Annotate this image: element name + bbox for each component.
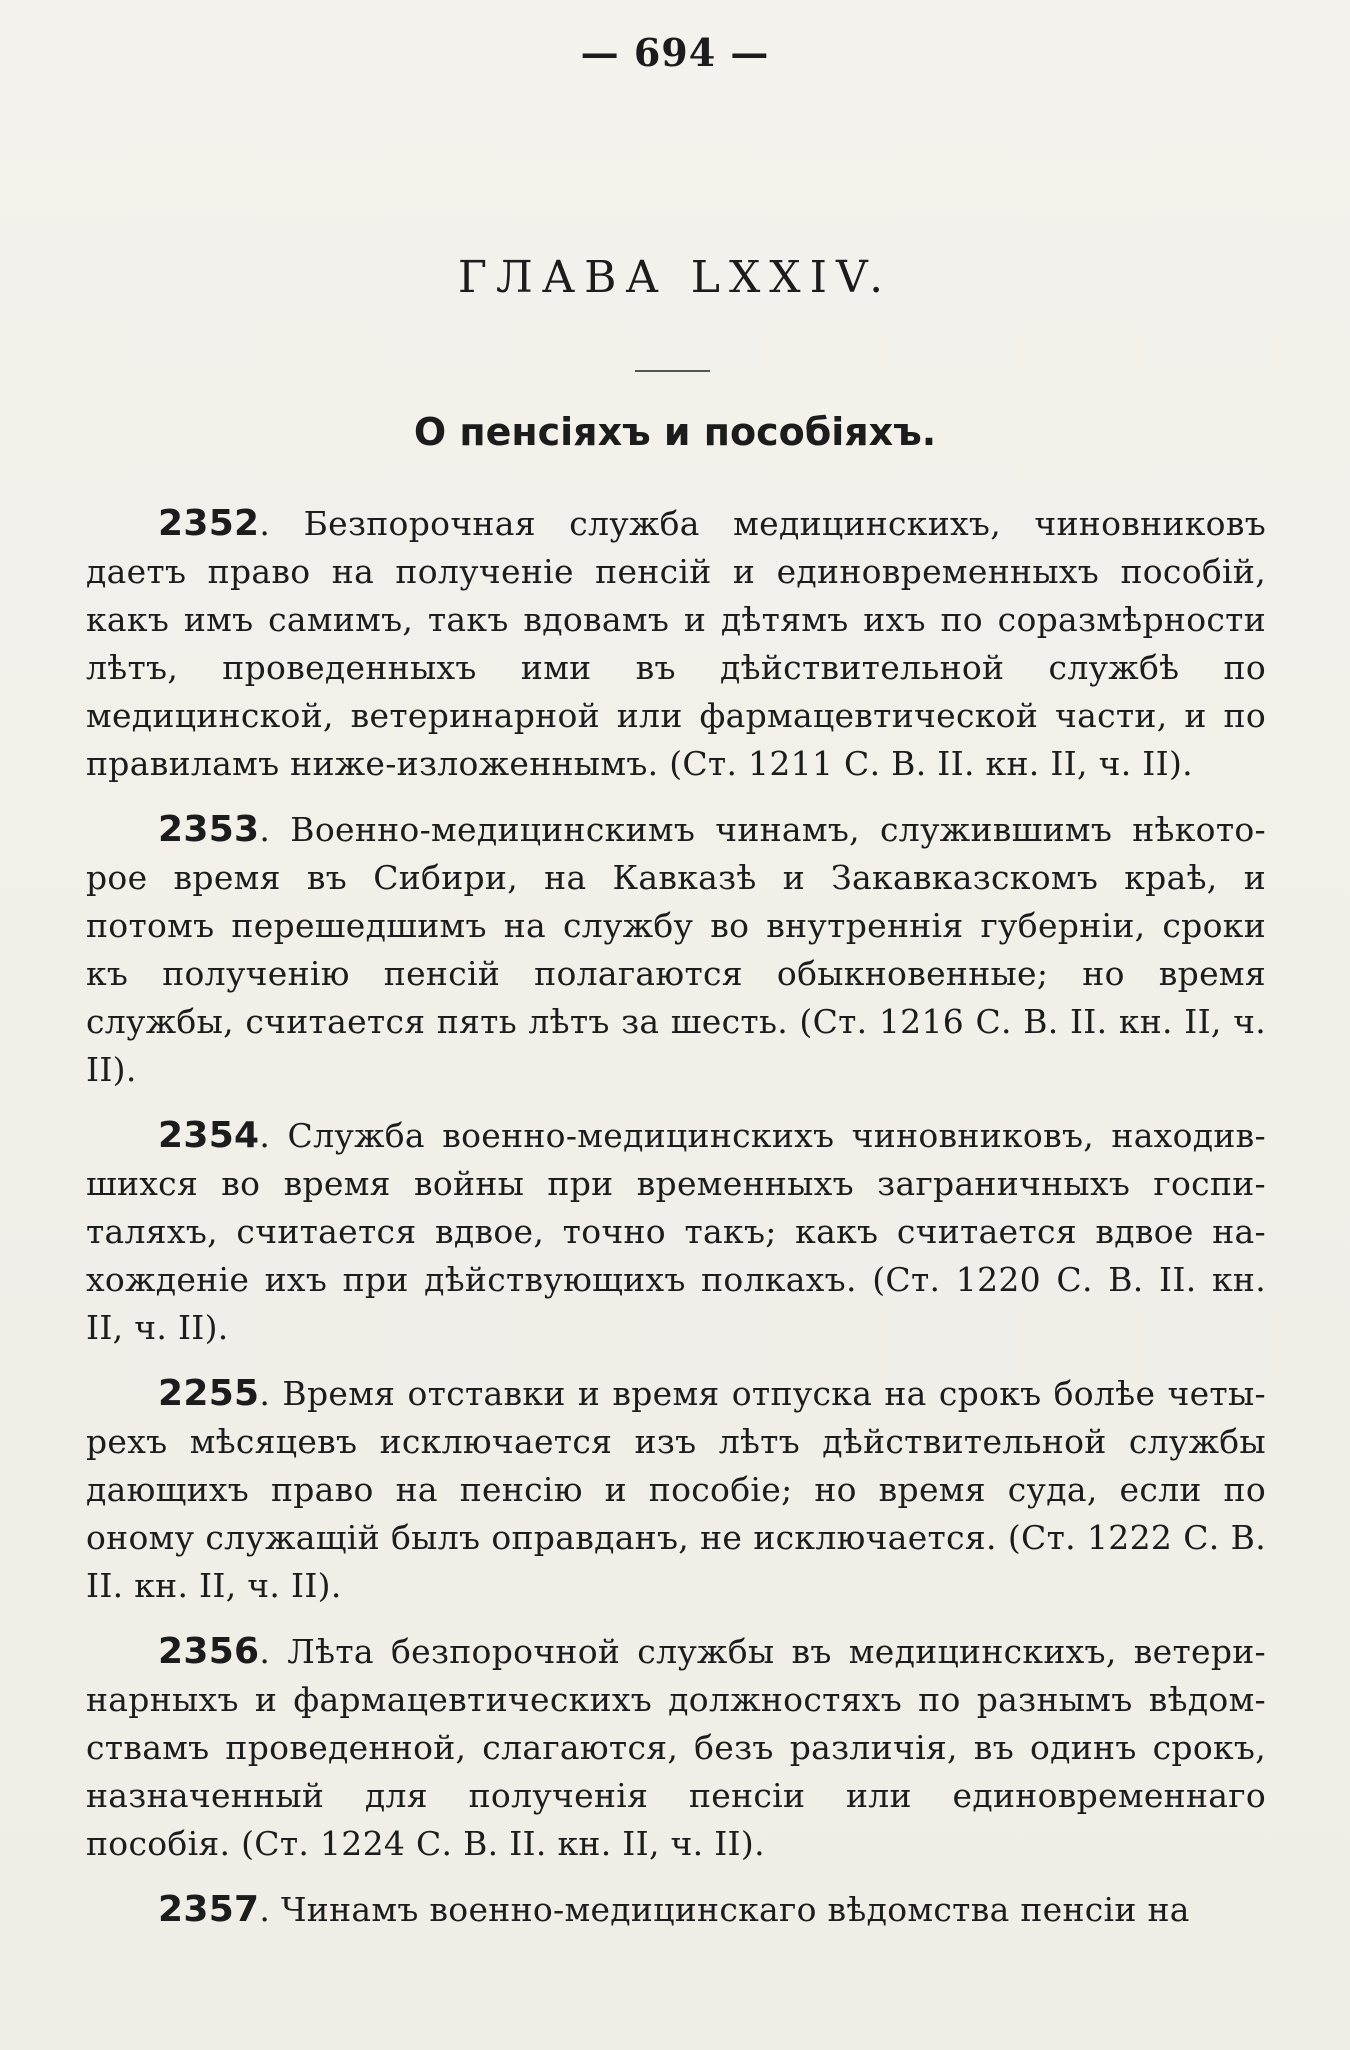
article-number: 2352 — [158, 503, 260, 544]
article-text: . Служба военно-медицинскихъ чиновниковъ, находив-шихся во время войны при временныхъ заграничныхъ госпи-таляхъ, считается вдвое, точно такъ; какъ считается вдвое на-хожденіе ихъ при дѣйствующихъ полкахъ. (Ст. 1220 С. В. II. кн. II, ч. II). — [86, 1116, 1266, 1347]
article-text: . Военно-медицинскимъ чинамъ, служившимъ нѣкото-рое время въ Сибири, на Кавказѣ и Закавказскомъ краѣ, и потомъ перешедшимъ на службу во внутреннія губерніи, сроки къ полученію пенсій полагаются обыкновенные; но время службы, считается пять лѣтъ за шесть. (Ст. 1216 С. В. II. кн. II, ч. II). — [86, 810, 1266, 1089]
article-number: 2353 — [158, 809, 260, 850]
section-title: О пенсіяхъ и пособіяхъ. — [413, 410, 937, 454]
article-number: 2356 — [158, 1631, 260, 1672]
divider-rule — [635, 370, 710, 372]
page-number: — 694 — — [580, 30, 770, 75]
article-number: 2357 — [158, 1889, 260, 1930]
paragraph-2353 — [86, 806, 1266, 1094]
article-text: . Безпорочная служба медицинскихъ, чиновниковъ даетъ право на полученіе пенсій и единовременныхъ пособій, какъ имъ самимъ, такъ вдовамъ и дѣтямъ ихъ по соразмѣрности лѣтъ, проведенныхъ ими въ дѣйствительной службѣ по медицинской, ветеринарной или фармацевтической части, и по правиламъ ниже-изложеннымъ. (Ст. 1211 С. В. II. кн. II, ч. II). — [86, 504, 1266, 783]
paragraph-2356 — [86, 1628, 1266, 1868]
article-text: . Время отставки и время отпуска на срокъ болѣе четы-рехъ мѣсяцевъ исключается изъ лѣтъ дѣйствительной службы дающихъ право на пенсію и пособіе; но время суда, если по оному служащій былъ оправданъ, не исключается. (Ст. 1222 С. В. II. кн. II, ч. II). — [86, 1374, 1266, 1605]
paragraph-2352 — [86, 500, 1266, 788]
body-text — [86, 500, 1266, 1952]
paragraph-2255 — [86, 1370, 1266, 1610]
article-text: . Чинамъ военно-медицинскаго вѣдомства пенсіи на — [259, 1890, 1190, 1929]
paragraph-2354 — [86, 1112, 1266, 1352]
article-number: 2255 — [158, 1373, 260, 1414]
article-text: . Лѣта безпорочной службы въ медицинскихъ, ветери-нарныхъ и фармацевтическихъ должностяхъ по разнымъ вѣдом-ствамъ проведенной, слагаются, безъ различія, въ одинъ срокъ, назначенный для полученія пенсіи или единовременнаго пособія. (Ст. 1224 С. В. II. кн. II, ч. II). — [86, 1632, 1266, 1863]
chapter-title: ГЛАВА LXXIV. — [457, 252, 893, 303]
article-number: 2354 — [158, 1115, 260, 1156]
paragraph-2357 — [86, 1886, 1266, 1934]
